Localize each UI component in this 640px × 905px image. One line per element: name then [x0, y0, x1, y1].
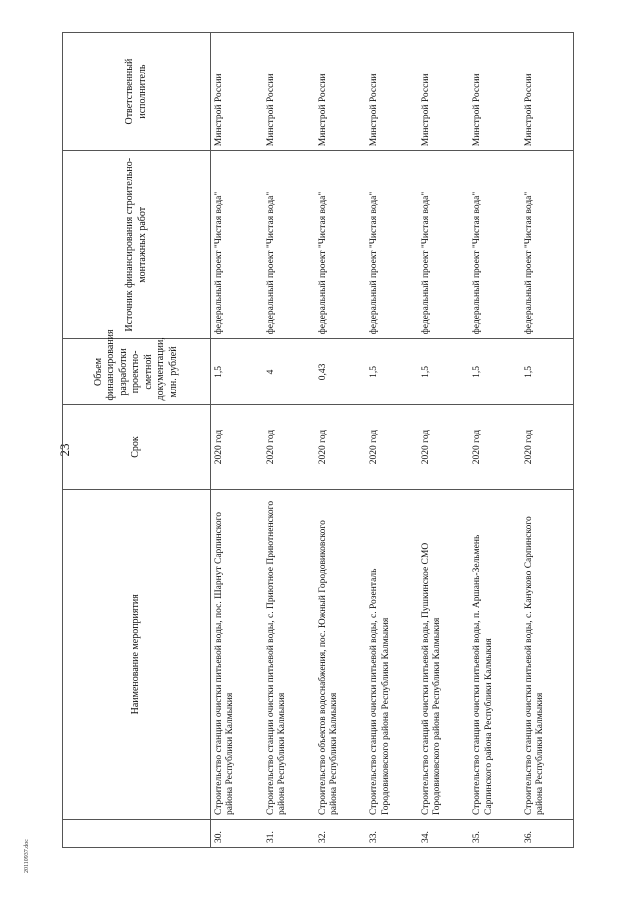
row-source: федеральный проект "Чистая вода" [263, 151, 315, 339]
row-name: Строительство станции очистки питьевой воды, п. Аршань-Зельмень Сарпинского района Республики Калмыкия [469, 489, 521, 819]
row-number: 30. [211, 819, 263, 847]
row-number: 36. [521, 819, 574, 847]
row-responsible: Минстрой России [366, 33, 418, 151]
row-responsible: Минстрой России [315, 33, 367, 151]
row-term: 2020 год [211, 405, 263, 489]
row-responsible: Минстрой России [521, 33, 574, 151]
header-source: Источник финансирования строительно-монтажных работ [63, 151, 211, 339]
row-number: 34. [418, 819, 470, 847]
header-number [63, 819, 211, 847]
row-number: 35. [469, 819, 521, 847]
row-number: 31. [263, 819, 315, 847]
table-row [263, 33, 315, 848]
header-volume: Объем финансирования разработки проектно-сметной документации, млн. рублей [63, 339, 211, 405]
row-responsible: Минстрой России [469, 33, 521, 151]
row-volume: 0,43 [315, 339, 367, 405]
row-source: федеральный проект "Чистая вода" [315, 151, 367, 339]
row-source: федеральный проект "Чистая вода" [521, 151, 574, 339]
row-name: Строительство объектов водоснабжения, пос. Южный Городовиковского района Республики Калмыкия [315, 489, 367, 819]
row-source: федеральный проект "Чистая вода" [469, 151, 521, 339]
table-row [469, 33, 521, 848]
header-term: Срок [63, 405, 211, 489]
row-source: федеральный проект "Чистая вода" [366, 151, 418, 339]
footer-file-code: 20110937.doc [24, 839, 30, 873]
table-header-row [63, 33, 211, 848]
header-name: Наименование мероприятия [63, 489, 211, 819]
row-number: 33. [366, 819, 418, 847]
table-row [211, 33, 263, 848]
table-row [418, 33, 470, 848]
row-volume: 1,5 [366, 339, 418, 405]
row-name: Строительство станции очистки питьевой воды, с. Приютное Приютненского района Республики Калмыкия [263, 489, 315, 819]
table-row [521, 33, 574, 848]
row-name: Строительство станции очистки питьевой воды, пос. Шарнут Сарпинского района Республики Калмыкия [211, 489, 263, 819]
row-term: 2020 год [521, 405, 574, 489]
row-volume: 1,5 [521, 339, 574, 405]
row-term: 2020 год [315, 405, 367, 489]
row-number: 32. [315, 819, 367, 847]
row-term: 2020 год [469, 405, 521, 489]
table-row [315, 33, 367, 848]
row-source: федеральный проект "Чистая вода" [418, 151, 470, 339]
table-row [366, 33, 418, 848]
row-volume: 1,5 [418, 339, 470, 405]
header-responsible: Ответственный исполнитель [63, 33, 211, 151]
page-number: 23 [57, 443, 72, 457]
row-name: Строительство станции очистки питьевой воды, с. Кануково Сарпинского района Республики Калмыкия [521, 489, 574, 819]
row-name: Строительство станций очистки питьевой воды, Пушкинское СМО Городовиковского района Республики Калмыкия [418, 489, 470, 819]
row-source: федеральный проект "Чистая вода" [211, 151, 263, 339]
rotated-table-container [62, 32, 574, 848]
activities-table [62, 32, 574, 848]
row-volume: 1,5 [469, 339, 521, 405]
row-term: 2020 год [366, 405, 418, 489]
row-volume: 1,5 [211, 339, 263, 405]
row-responsible: Минстрой России [418, 33, 470, 151]
row-responsible: Минстрой России [263, 33, 315, 151]
row-volume: 4 [263, 339, 315, 405]
row-name: Строительство станции очистки питьевой воды, с. Розенталь Городовиковского района Республики Калмыкия [366, 489, 418, 819]
row-responsible: Минстрой России [211, 33, 263, 151]
row-term: 2020 год [263, 405, 315, 489]
row-term: 2020 год [418, 405, 470, 489]
